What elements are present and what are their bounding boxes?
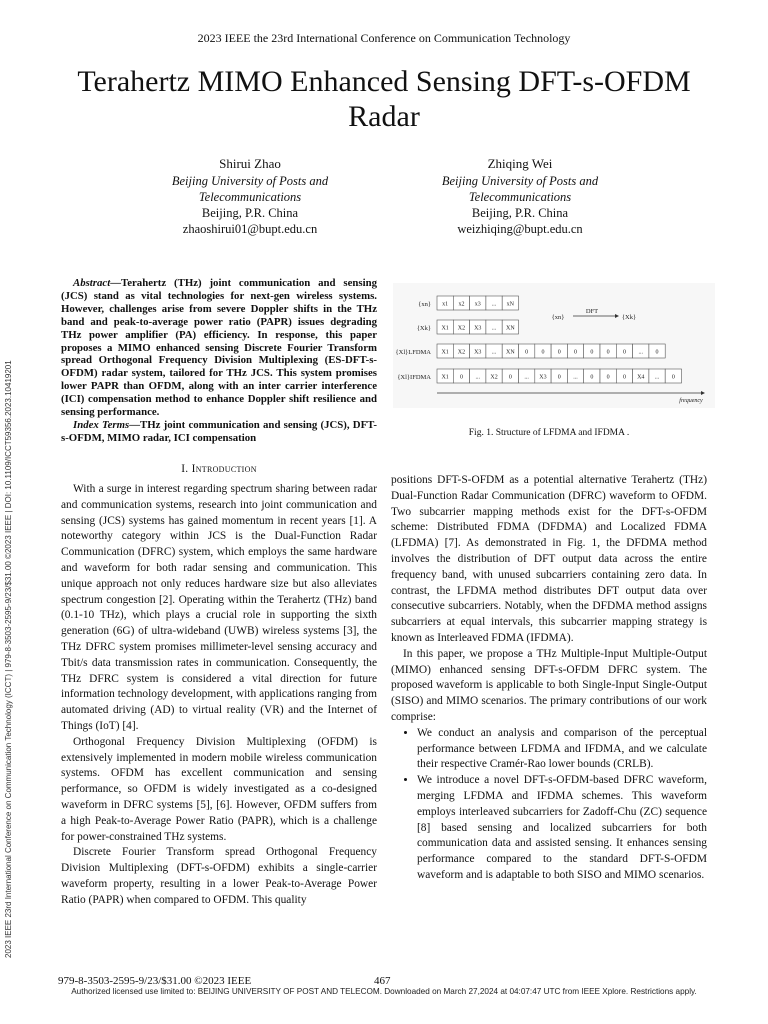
abstract	[61, 277, 377, 445]
license-footer: Authorized licensed use limited to: BEIJING UNIVERSITY OF POST AND TELECOM. Downloaded on March 27,2024 at 04:07:47 UTC from IEEE Xplore. Restrictions apply.	[71, 987, 697, 996]
cell-label: X1	[441, 374, 449, 381]
doi-sidebar: 2023 IEEE 23rd International Conference on Communication Technology (ICCT) | 979-8-3503-2595-9/23/$31.00 ©2023 IEEE | DOI: 10.1109/ICCT59356.2023.10419201	[4, 360, 13, 958]
cell-label: X3	[539, 374, 547, 381]
introduction-text	[61, 482, 377, 909]
author-block-2	[400, 156, 640, 237]
cell-label: ...	[524, 374, 529, 381]
dft-input-label: {xn}	[551, 314, 565, 321]
author-block-1	[130, 156, 370, 237]
list-item: • We introduce a novel DFT-s-OFDM-based DFRC waveform, merging LFDMA and IFDMA schemes. This waveform employs interleaved subcarriers for Zadoff-Chu (ZC) sequence [8] based sensing and localized subcarriers for both communication data and assisted sensing. It enhances sensing performance compared to the standard DFT-S-OFDM waveform and is adaptable to both SISO and MIMO scenarios.	[417, 773, 707, 884]
cell-label: 0	[459, 374, 463, 381]
row-label: {Xl}LFDMA	[395, 349, 431, 356]
paper-title: Terahertz MIMO Enhanced Sensing DFT-s-OFDM Radar	[77, 65, 691, 133]
isbn-footer: 979-8-3503-2595-9/23/$31.00 ©2023 IEEE	[58, 975, 252, 987]
figure-1	[393, 283, 715, 408]
abstract-label: Abstract	[73, 277, 111, 289]
author-affiliation: Beijing University of Posts and	[441, 174, 599, 188]
paragraph: With a surge in interest regarding spectrum sharing between radar and communication systems, research into joint communication and sensing (JCS) systems has gained momentum in recent years [1]. A noteworthy category within JCS is the Dual-Function Radar Communication (DFRC) system, which employs the same hardware and waveform for both radar sensing and communication. This unique approach not only reduces hardware size but also alleviates spectrum congestion [2]. Operating within the Terahertz (THz) band (0.1-10 THz), which plays a crucial role in supporting the sixth generation (6G) of ultra-wideband (UWB) wireless systems [3], the THz DFRC system promises millimeter-level sensing accuracy and Tbit/s data transmission rates in communication. Consequently, the THz DFRC system is considered a vital direction for future information technology development, with applications ranging from automated driving (AD) to virtual reality (VR) and the Internet of Things (IoT) [4].	[61, 483, 377, 732]
cell-label: 0	[622, 349, 626, 356]
author-affiliation: Beijing University of Posts and	[171, 174, 329, 188]
cell-label: xN	[506, 301, 515, 308]
paragraph: Discrete Fourier Transform spread Orthogonal Frequency Division Multiplexing (DFT-s-OFDM) exhibits a single-carrier waveform property, resulting in a lower Peak-to-Average Power Ratio (PAPR) when compared to OFDM. This quality	[61, 846, 377, 906]
author-name: Shirui Zhao	[219, 156, 281, 171]
author-location: Beijing, P.R. China	[201, 206, 299, 220]
right-column-text	[391, 473, 707, 884]
row-label: {Xk}	[416, 325, 431, 332]
cell-label: X4	[637, 374, 645, 381]
cell-label: ...	[475, 374, 480, 381]
abstract-text: —Terahertz (THz) joint communication and sensing (JCS) stand as vital technologies for next-gen wireless systems. However, challenges arise from severe Doppler shifts in the THz band and peak-to-average power ratio (PAPR) issues degrading THz power amplifier (PA) efficiency. In response, this paper proposes a MIMO enhanced sensing Discrete Fourier Transform spread Orthogonal Frequency Division Multiplexing (ES-DFT-s-OFDM) radar system, tailored for THz JCS. This system promises lower PAPR than OFDM, along with an inter carrier interference (ICI) compensation method to enhance Doppler shift resilience and sensing performance.	[61, 277, 377, 419]
cell-label: 0	[606, 374, 610, 381]
cell-label: ...	[491, 325, 497, 332]
dft-label: DFT	[585, 308, 599, 315]
section-heading	[61, 463, 377, 475]
section-number: I.	[181, 463, 189, 475]
cell-label: X3	[474, 325, 482, 332]
cell-label: 0	[655, 349, 659, 356]
cell-label: 0	[557, 374, 561, 381]
cell-label: ...	[491, 349, 497, 356]
cell-label: XN	[506, 325, 515, 332]
cell-label: ...	[491, 301, 497, 308]
author-email: weizhiqing@bupt.edu.cn	[457, 222, 583, 236]
cell-label: 0	[508, 374, 512, 381]
subcarrier-mapping-diagram	[393, 283, 715, 408]
row-label: {xn}	[418, 301, 431, 308]
page-number: 467	[374, 975, 391, 987]
cell-label: ...	[654, 374, 660, 381]
paragraph: Orthogonal Frequency Division Multiplexing (OFDM) is extensively implemented in modern mobile wireless communication systems. OFDM has excellent communication and sensing performance, so OFDM is widely investigated as a co-designed waveform in DFRC systems [5], [6]. However, OFDM suffers from a high Peak-to-Average Power Ratio (PAPR), which is a challenge for power-constrained THz systems.	[61, 735, 377, 843]
cell-label: X2	[457, 325, 466, 332]
cell-label: 0	[590, 349, 594, 356]
paragraph: positions DFT-S-OFDM as a potential alternative Terahertz (THz) Dual-Function Radar Communication (DFRC) waveform to OFDM. Two subcarrier mapping methods exist for the DFT-s-OFDM scheme: Distributed FDMA (DFDMA) and Localized FDMA (LFDMA) [7]. As demonstrated in Fig. 1, the DFDMA method involves the distribution of DFT output data across the entire frequency band, with unused subcarriers containing zero data. In contrast, the LFDMA method distributes DFT output data over consecutive subcarriers. Notably, when the DFDMA method assigns subcarriers at equal intervals, this subcarrier mapping strategy is known as Interleaved FDMA (IFDMA).	[391, 474, 707, 644]
cell-label: x2	[458, 301, 465, 308]
dft-arrow-head	[615, 314, 619, 318]
cell-label: 0	[622, 374, 626, 381]
paragraph: In this paper, we propose a THz Multiple-Input Multiple-Output (MIMO) enhanced sensing DFT-s-OFDM DFRC system. The proposed waveform is applicable to both Single-Input Single-Output (SISO) and MIMO scenarios. The primary contributions of our work comprise:	[391, 647, 707, 723]
author-email: zhaoshirui01@bupt.edu.cn	[182, 222, 318, 236]
author-location: Beijing, P.R. China	[471, 206, 569, 220]
cell-label: X1	[441, 349, 449, 356]
section-title: Introduction	[191, 463, 257, 475]
cell-label: 0	[671, 374, 675, 381]
cell-label: 0	[574, 349, 578, 356]
cell-label: 0	[557, 349, 561, 356]
cell-label: X2	[490, 374, 498, 381]
cell-label: ...	[638, 349, 643, 356]
cell-label: XN	[506, 349, 515, 356]
cell-label: X2	[457, 349, 466, 356]
cell-label: x3	[474, 301, 481, 308]
author-name: Zhiqing Wei	[487, 156, 553, 171]
cell-label: 0	[541, 349, 545, 356]
contributions-list	[391, 726, 707, 884]
cell-label: 0	[525, 349, 529, 356]
cell-label: ...	[573, 374, 578, 381]
index-terms-text: —THz joint communication and sensing (JCS), DFT-s-OFDM, MIMO radar, ICI compensation	[61, 418, 377, 444]
author-affiliation: Telecommunications	[468, 190, 572, 204]
cell-label: 0	[606, 349, 610, 356]
dft-output-label: {Xk}	[621, 314, 637, 321]
cell-label: X1	[441, 325, 449, 332]
figure-caption: Fig. 1. Structure of LFDMA and IFDMA .	[468, 428, 630, 438]
cell-label: x1	[442, 301, 449, 308]
list-item: • We conduct an analysis and comparison of the perceptual performance between LFDMA and IFDMA, and we calculate their respective Cramér-Rao lower bounds (CRLB).	[417, 726, 707, 773]
cell-label: 0	[590, 374, 594, 381]
index-terms-label: Index Terms	[73, 418, 130, 431]
row-label: {Xl}IFDMA	[397, 374, 431, 381]
frequency-axis-arrow	[701, 391, 705, 395]
frequency-axis-label: frequency	[679, 398, 703, 404]
author-affiliation: Telecommunications	[198, 190, 302, 204]
cell-label: X3	[474, 349, 482, 356]
conference-header: 2023 IEEE the 23rd International Conference on Communication Technology	[197, 31, 571, 45]
